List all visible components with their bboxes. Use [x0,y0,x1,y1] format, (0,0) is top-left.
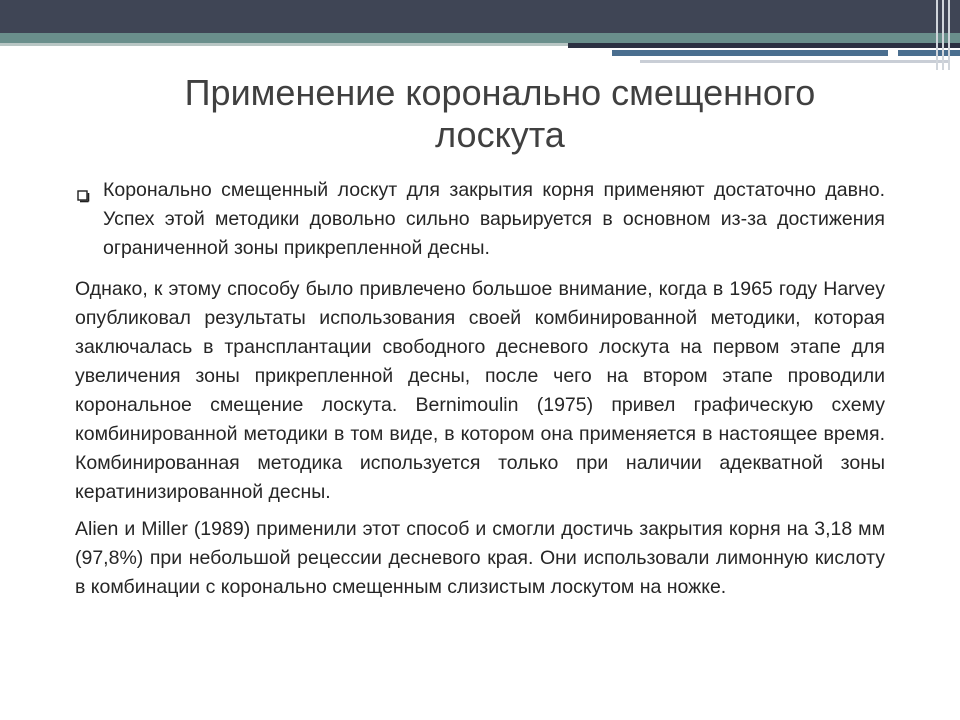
bullet-text: Коронально смещенный лоскут для закрытия корня применяют достаточно давно. Успех этой методики довольно сильно варьируется в основном из-за достижения ограниченной зоны прикрепленной десны. [103,179,885,259]
header-teal-stripe [0,33,960,43]
bullet-item [75,176,885,267]
corner-decoration [930,0,960,70]
body-paragraph-1: Однако, к этому способу было привлечено большое внимание, когда в 1965 году Harvey опубликовал результаты использования своей комбинированной методики, которая заключалась в трансплантации свободного десневого лоскута на первом этапе для увеличения зоны прикрепленной десны, после чего на втором этапе проводили корональное смещение лоскута. Bernimoulin (1975) привел графическую схему комбинированной методики в том виде, в котором она применяется в настоящее время. Комбинированная методика используется только при наличии адекватной зоны кератинизированной десны. [75,278,885,503]
header-band [0,0,960,33]
header-accent-dark-bar [568,43,960,48]
slide-title-line1: Применение коронально смещенного [184,72,816,113]
header-accent-blue-bar [612,50,888,56]
hollow-square-bullet-icon [77,183,90,196]
slide-title-line2: лоскута [435,114,565,155]
body-paragraph-2: Alien и Miller (1989) применили этот способ и смогли достичь закрытия корня на 3,18 мм (97,8%) при небольшой рецессии десневого края. Они использовали лимонную кислоту в комбинации с коронально смещенным слизистым лоскутом на ножке. [75,518,885,598]
header-accent-grey-line [640,60,950,63]
slide-title [80,72,920,156]
slide-body [75,176,885,602]
